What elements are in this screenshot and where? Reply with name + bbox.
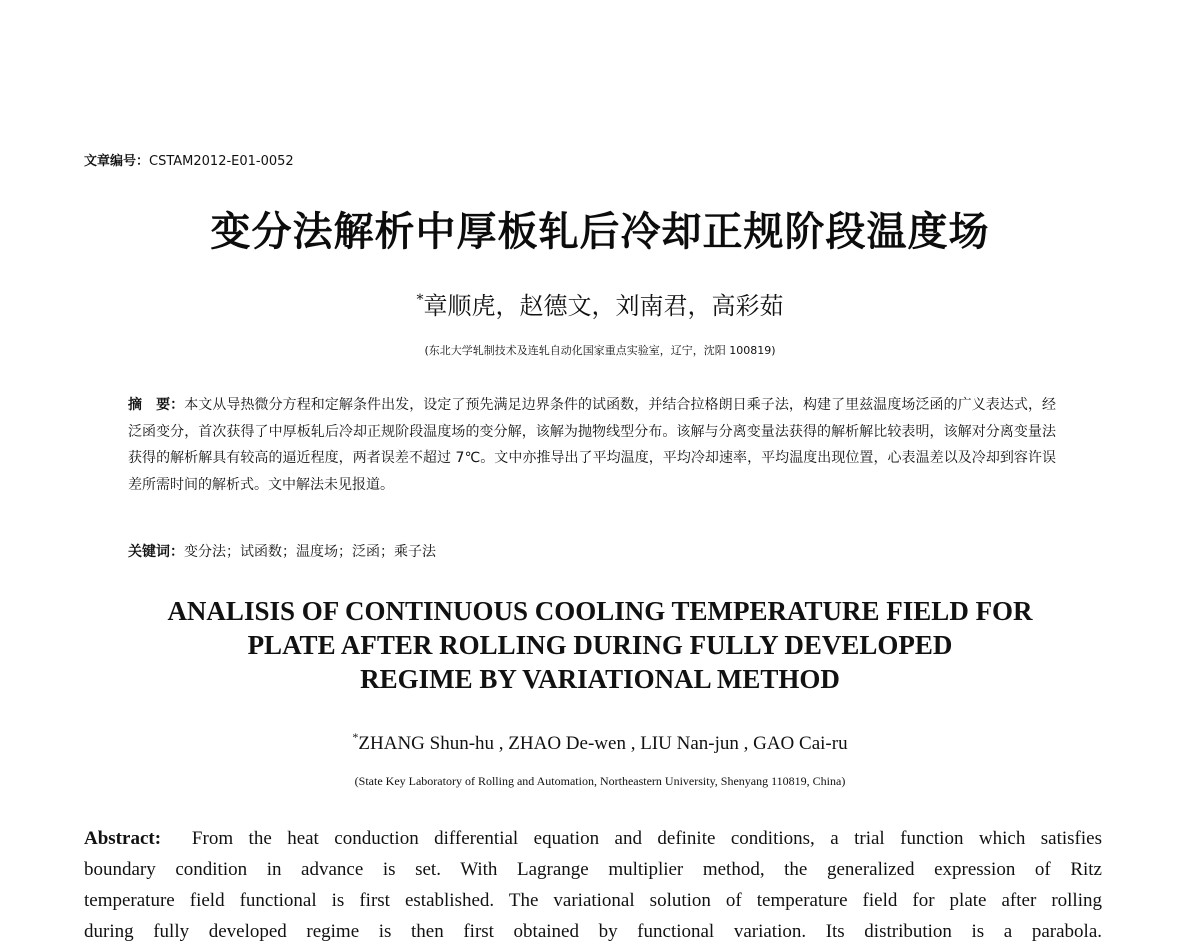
english-abstract-line: boundary condition in advance is set. With Lagrange multiplier method, the generalized expression of Ritz — [84, 859, 1102, 880]
chinese-abstract-label: 摘 要： — [128, 397, 185, 413]
english-abstract-line: temperature field functional is first established. The variational solution of temperature field for plate after rolling — [84, 890, 1102, 911]
english-author-names: ZHANG Shun-hu , ZHAO De-wen , LIU Nan-jun , GAO Cai-ru — [358, 733, 848, 754]
english-title-line: REGIME BY VARIATIONAL METHOD — [360, 664, 840, 694]
article-number-label: 文章编号： — [84, 154, 150, 169]
article-number-value: CSTAM2012-E01-0052 — [149, 154, 294, 169]
article-number — [84, 150, 294, 169]
english-abstract-text: From the heat conduction differential equation and definite conditions, a trial function which satisfies — [191, 828, 1102, 849]
chinese-keywords-label: 关键词： — [128, 544, 184, 560]
chinese-author-names: 章顺虎，赵德文，刘南君，高彩茹 — [423, 292, 784, 320]
corresponding-author-mark: * — [352, 730, 359, 744]
english-abstract — [84, 823, 1102, 947]
chinese-abstract-text: 本文从导热微分方程和定解条件出发，设定了预先满足边界条件的试函数，并结合拉格朗日乘子法，构建了里兹温度场泛函的广义表达式，经泛函变分，首次获得了中厚板轧后冷却正规阶段温度场的变分解，该解为抛物线型分布。该解与分离变量法获得的解析解比较表明，该解对分离变量法获得的解析解具有较高的逼近程度，两者误差不超过 7℃。文中亦推导出了平均温度，平均冷却速率，平均温度出现位置，心表温差以及冷却到容许误差所需时间的解析式。文中解法未见报道。 — [128, 397, 1057, 493]
chinese-keywords — [128, 541, 436, 561]
chinese-keywords-text: 变分法；试函数；温度场；泛函；乘子法 — [184, 544, 436, 560]
chinese-abstract — [128, 392, 1056, 498]
english-abstract-line: during fully developed regime is then first obtained by functional variation. Its distribution is a parabola. — [84, 921, 1102, 942]
chinese-authors — [0, 286, 1200, 321]
english-authors — [0, 730, 1200, 755]
corresponding-author-mark: * — [416, 292, 424, 308]
english-title-line: ANALISIS OF CONTINUOUS COOLING TEMPERATURE FIELD FOR — [167, 596, 1033, 626]
chinese-title: 变分法解析中厚板轧后冷却正规阶段温度场 — [210, 209, 990, 255]
english-affiliation: (State Key Laboratory of Rolling and Automation, Northeastern University, Shenyang 110819, China) — [354, 774, 846, 788]
english-abstract-line — [84, 823, 1102, 854]
english-title — [0, 594, 1200, 696]
english-abstract-label: Abstract: — [84, 828, 162, 849]
chinese-affiliation: (东北大学轧制技术及连轧自动化国家重点实验室，辽宁，沈阳 100819) — [424, 344, 776, 357]
english-title-line: PLATE AFTER ROLLING DURING FULLY DEVELOPED — [247, 630, 953, 660]
